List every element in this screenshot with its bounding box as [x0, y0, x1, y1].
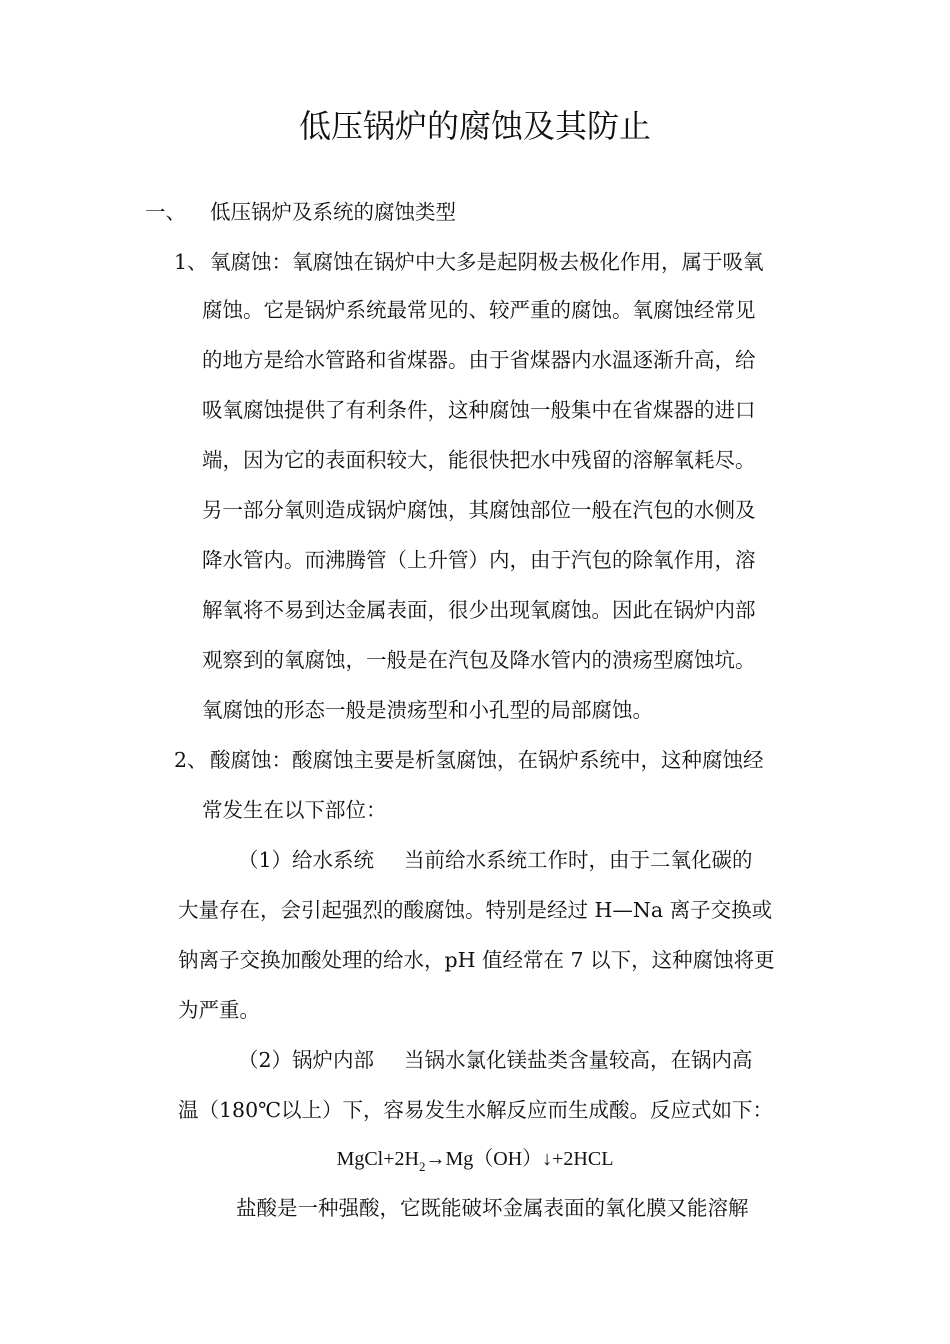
document-title: 低压锅炉的腐蚀及其防止: [298, 107, 651, 145]
section-number: 一、: [145, 200, 186, 224]
paragraph-line: 常发生在以下部位：: [202, 798, 387, 822]
item-number: 2、: [174, 748, 208, 772]
subsection-label: （2）锅炉内部: [238, 1048, 375, 1072]
subsection-label: （1）给水系统: [238, 848, 375, 872]
subsection-line: [238, 1046, 753, 1074]
subsection-line: [238, 846, 753, 874]
paragraph-line: 端，因为它的表面积较大，能很快把水中残留的溶解氧耗尽。: [202, 448, 756, 472]
equation-left: MgCl+2H: [336, 1148, 419, 1170]
paragraph-line: 酸腐蚀：酸腐蚀主要是析氢腐蚀，在锅炉系统中，这种腐蚀经: [210, 748, 764, 772]
paragraph-line: 的地方是给水管路和省煤器。由于省煤器内水温逐渐升高，给: [202, 348, 756, 372]
item-number: 1、: [174, 250, 208, 274]
paragraph-line: 氧腐蚀的形态一般是溃疡型和小孔型的局部腐蚀。: [202, 698, 653, 722]
subsection-text: 当锅水氯化镁盐类含量较高，在锅内高: [404, 1048, 753, 1072]
chemical-equation: [0, 1145, 950, 1181]
subsection-text: 当前给水系统工作时，由于二氧化碳的: [404, 848, 753, 872]
paragraph-line: 另一部分氧则造成锅炉腐蚀，其腐蚀部位一般在汽包的水侧及: [202, 498, 756, 522]
paragraph-line: 氧腐蚀：氧腐蚀在锅炉中大多是起阴极去极化作用，属于吸氧: [210, 250, 764, 274]
paragraph-line: 吸氧腐蚀提供了有利条件，这种腐蚀一般集中在省煤器的进口: [202, 398, 756, 422]
equation-right: →Mg（OH）↓+2HCL: [425, 1148, 614, 1170]
paragraph-line: 观察到的氧腐蚀，一般是在汽包及降水管内的溃疡型腐蚀坑。: [202, 648, 756, 672]
equation-subscript: 2: [418, 1159, 426, 1174]
section-heading: 低压锅炉及系统的腐蚀类型: [210, 200, 456, 224]
paragraph-line: 腐蚀。它是锅炉系统最常见的、较严重的腐蚀。氧腐蚀经常见: [202, 298, 756, 322]
paragraph-line: 降水管内。而沸腾管（上升管）内，由于汽包的除氧作用，溶: [202, 548, 756, 572]
paragraph-line: 钠离子交换加酸处理的给水，pH 值经常在 7 以下，这种腐蚀将更: [178, 948, 775, 972]
paragraph-line: 盐酸是一种强酸，它既能破坏金属表面的氧化膜又能溶解: [236, 1196, 749, 1220]
paragraph-line: 大量存在，会引起强烈的酸腐蚀。特别是经过 H—Na 离子交换或: [178, 898, 773, 922]
paragraph-line: 为严重。: [178, 998, 260, 1022]
paragraph-line: 解氧将不易到达金属表面，很少出现氧腐蚀。因此在锅炉内部: [202, 598, 756, 622]
paragraph-line: 温（180℃以上）下，容易发生水解反应而生成酸。反应式如下：: [178, 1098, 774, 1122]
